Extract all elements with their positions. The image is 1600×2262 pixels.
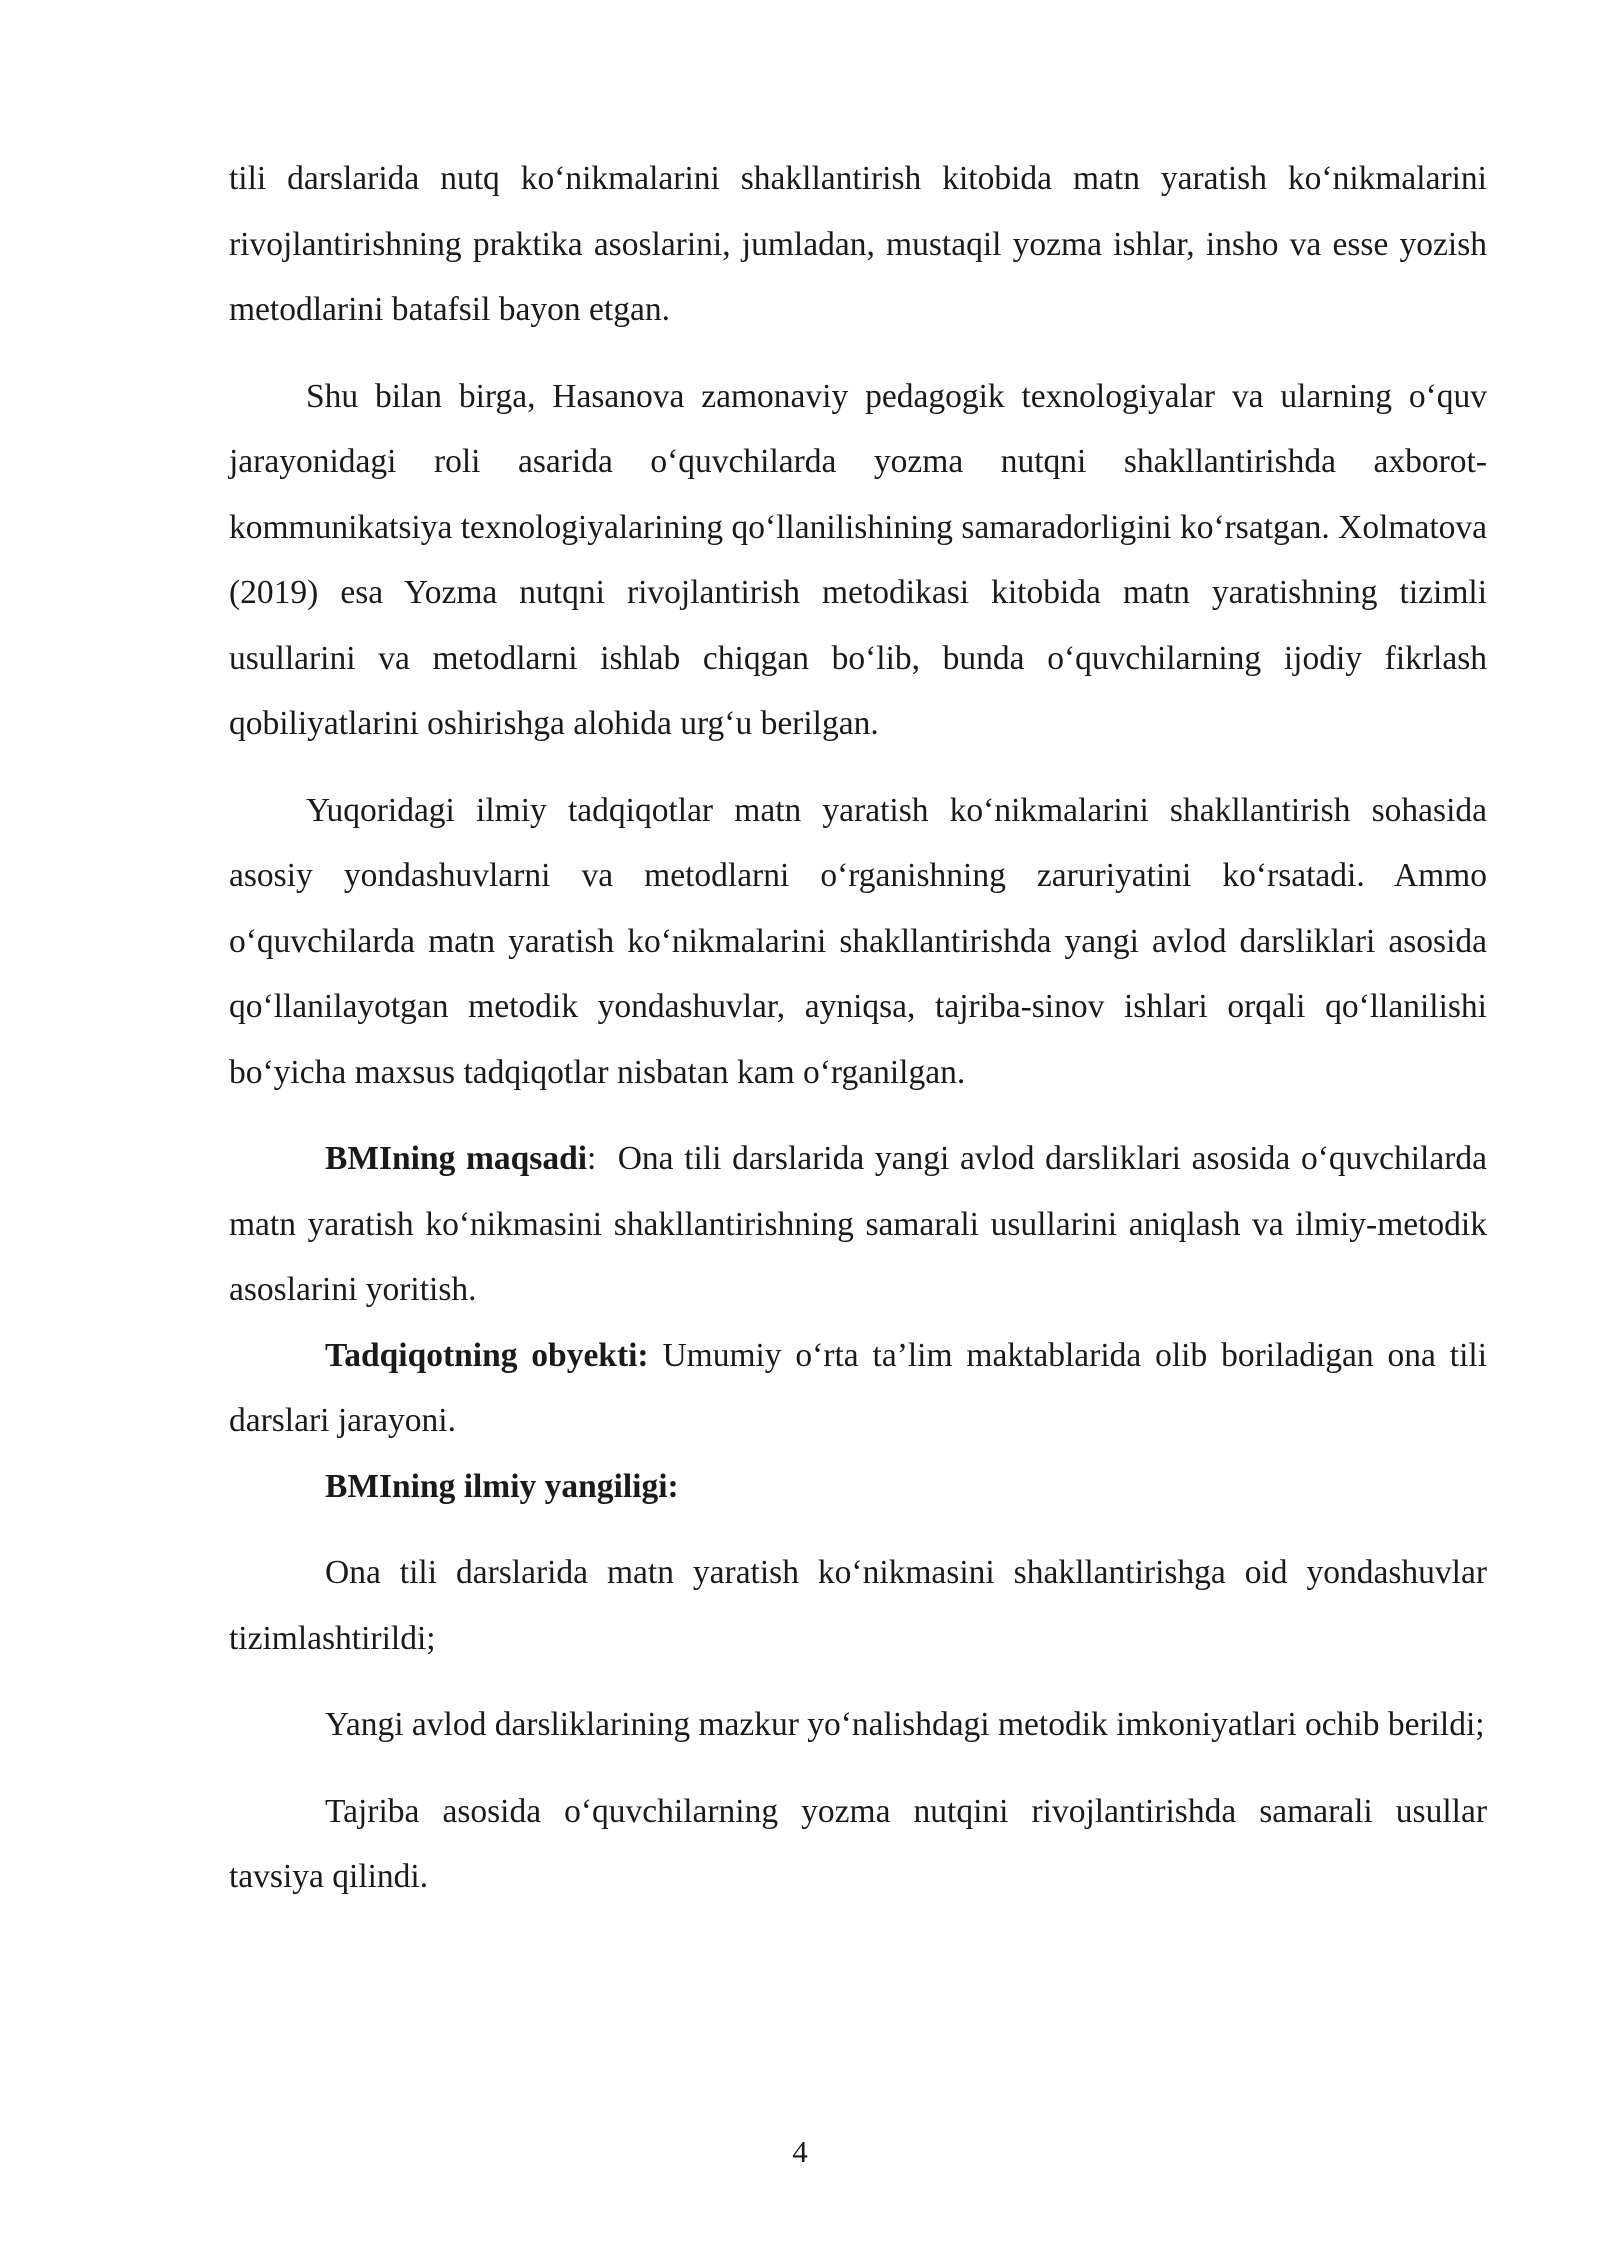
goal-label: BMIning maqsadi [325,1140,588,1177]
goal-colon: : [587,1140,597,1177]
object-text: Umumiy o‘rta ta’lim maktablarida olib boriladigan ona tili darslari jarayoni. [229,1336,1487,1439]
novelty-item: Tajriba asosida o‘quvchilarning yozma nutqini rivojlantirishda samarali usullar tavsiya qilindi. [229,1792,1487,1895]
paragraph-continuation: tili darslarida nutq ko‘nikmalarini shakllantirish kitobida matn yaratish ko‘nikmalarini rivojlantirishning praktika asoslarini, jumladan, mustaqil yozma ishlar, insho va esse yozish metodlarini batafsil bayon etgan. [229,160,1487,328]
goal-text: Ona tili darslarida yangi avlod darsliklari asosida o‘quvchilarda matn yaratish ko‘nikmasini shakllantirishning samarali usullarini aniqlash va ilmiy-metodik asoslarini yoritish. [229,1140,1487,1308]
object-label: Tadqiqotning obyekti: [325,1336,649,1374]
paragraph-goal [229,1126,1487,1323]
novelty-heading: BMIning ilmiy yangiligi: [325,1467,679,1505]
paragraph-object [229,1323,1487,1454]
paragraph-research-summary: Yuqoridagi ilmiy tadqiqotlar matn yaratish ko‘nikmalarini shakllantirish sohasida asosiy yondashuvlarni va metodlarni o‘rganishning zaruriyatini ko‘rsatadi. Ammo o‘quvchilarda matn yaratish ko‘nikmalarini shakllantirishda yangi avlod darsliklari asosida qo‘llanilayotgan metodik yondashuvlar, ayniqsa, tajriba-sinov ishlari orqali qo‘llanilishi bo‘yicha maxsus tadqiqotlar nisbatan kam o‘rganilgan. [229,791,1487,1091]
page-number: 4 [792,2134,808,2169]
novelty-item: Ona tili darslarida matn yaratish ko‘nikmasini shakllantirishga oid yondashuvlar tizimlashtirildi; [229,1554,1487,1657]
paragraph-hasanova-xolmatova: Shu bilan birga, Hasanova zamonaviy pedagogik texnologiyalar va ularning o‘quv jarayonidagi roli asarida o‘quvchilarda yozma nutqni shakllantirishda axborot-kommunikatsiya texnologiyalarining qo‘llanilishining samaradorligini ko‘rsatgan. Xolmatova (2019) esa Yozma nutqni rivojlantirish metodikasi kitobida matn yaratishning tizimli usullarini va metodlarni ishlab chiqgan bo‘lib, bunda o‘quvchilarning ijodiy fikrlash qobiliyatlarini oshirishga alohida urg‘u berilgan. [229,377,1487,742]
document-body [229,146,1487,1910]
novelty-item: Yangi avlod darsliklarining mazkur yo‘nalishdagi metodik imkoniyatlari ochib berildi; [325,1706,1485,1743]
